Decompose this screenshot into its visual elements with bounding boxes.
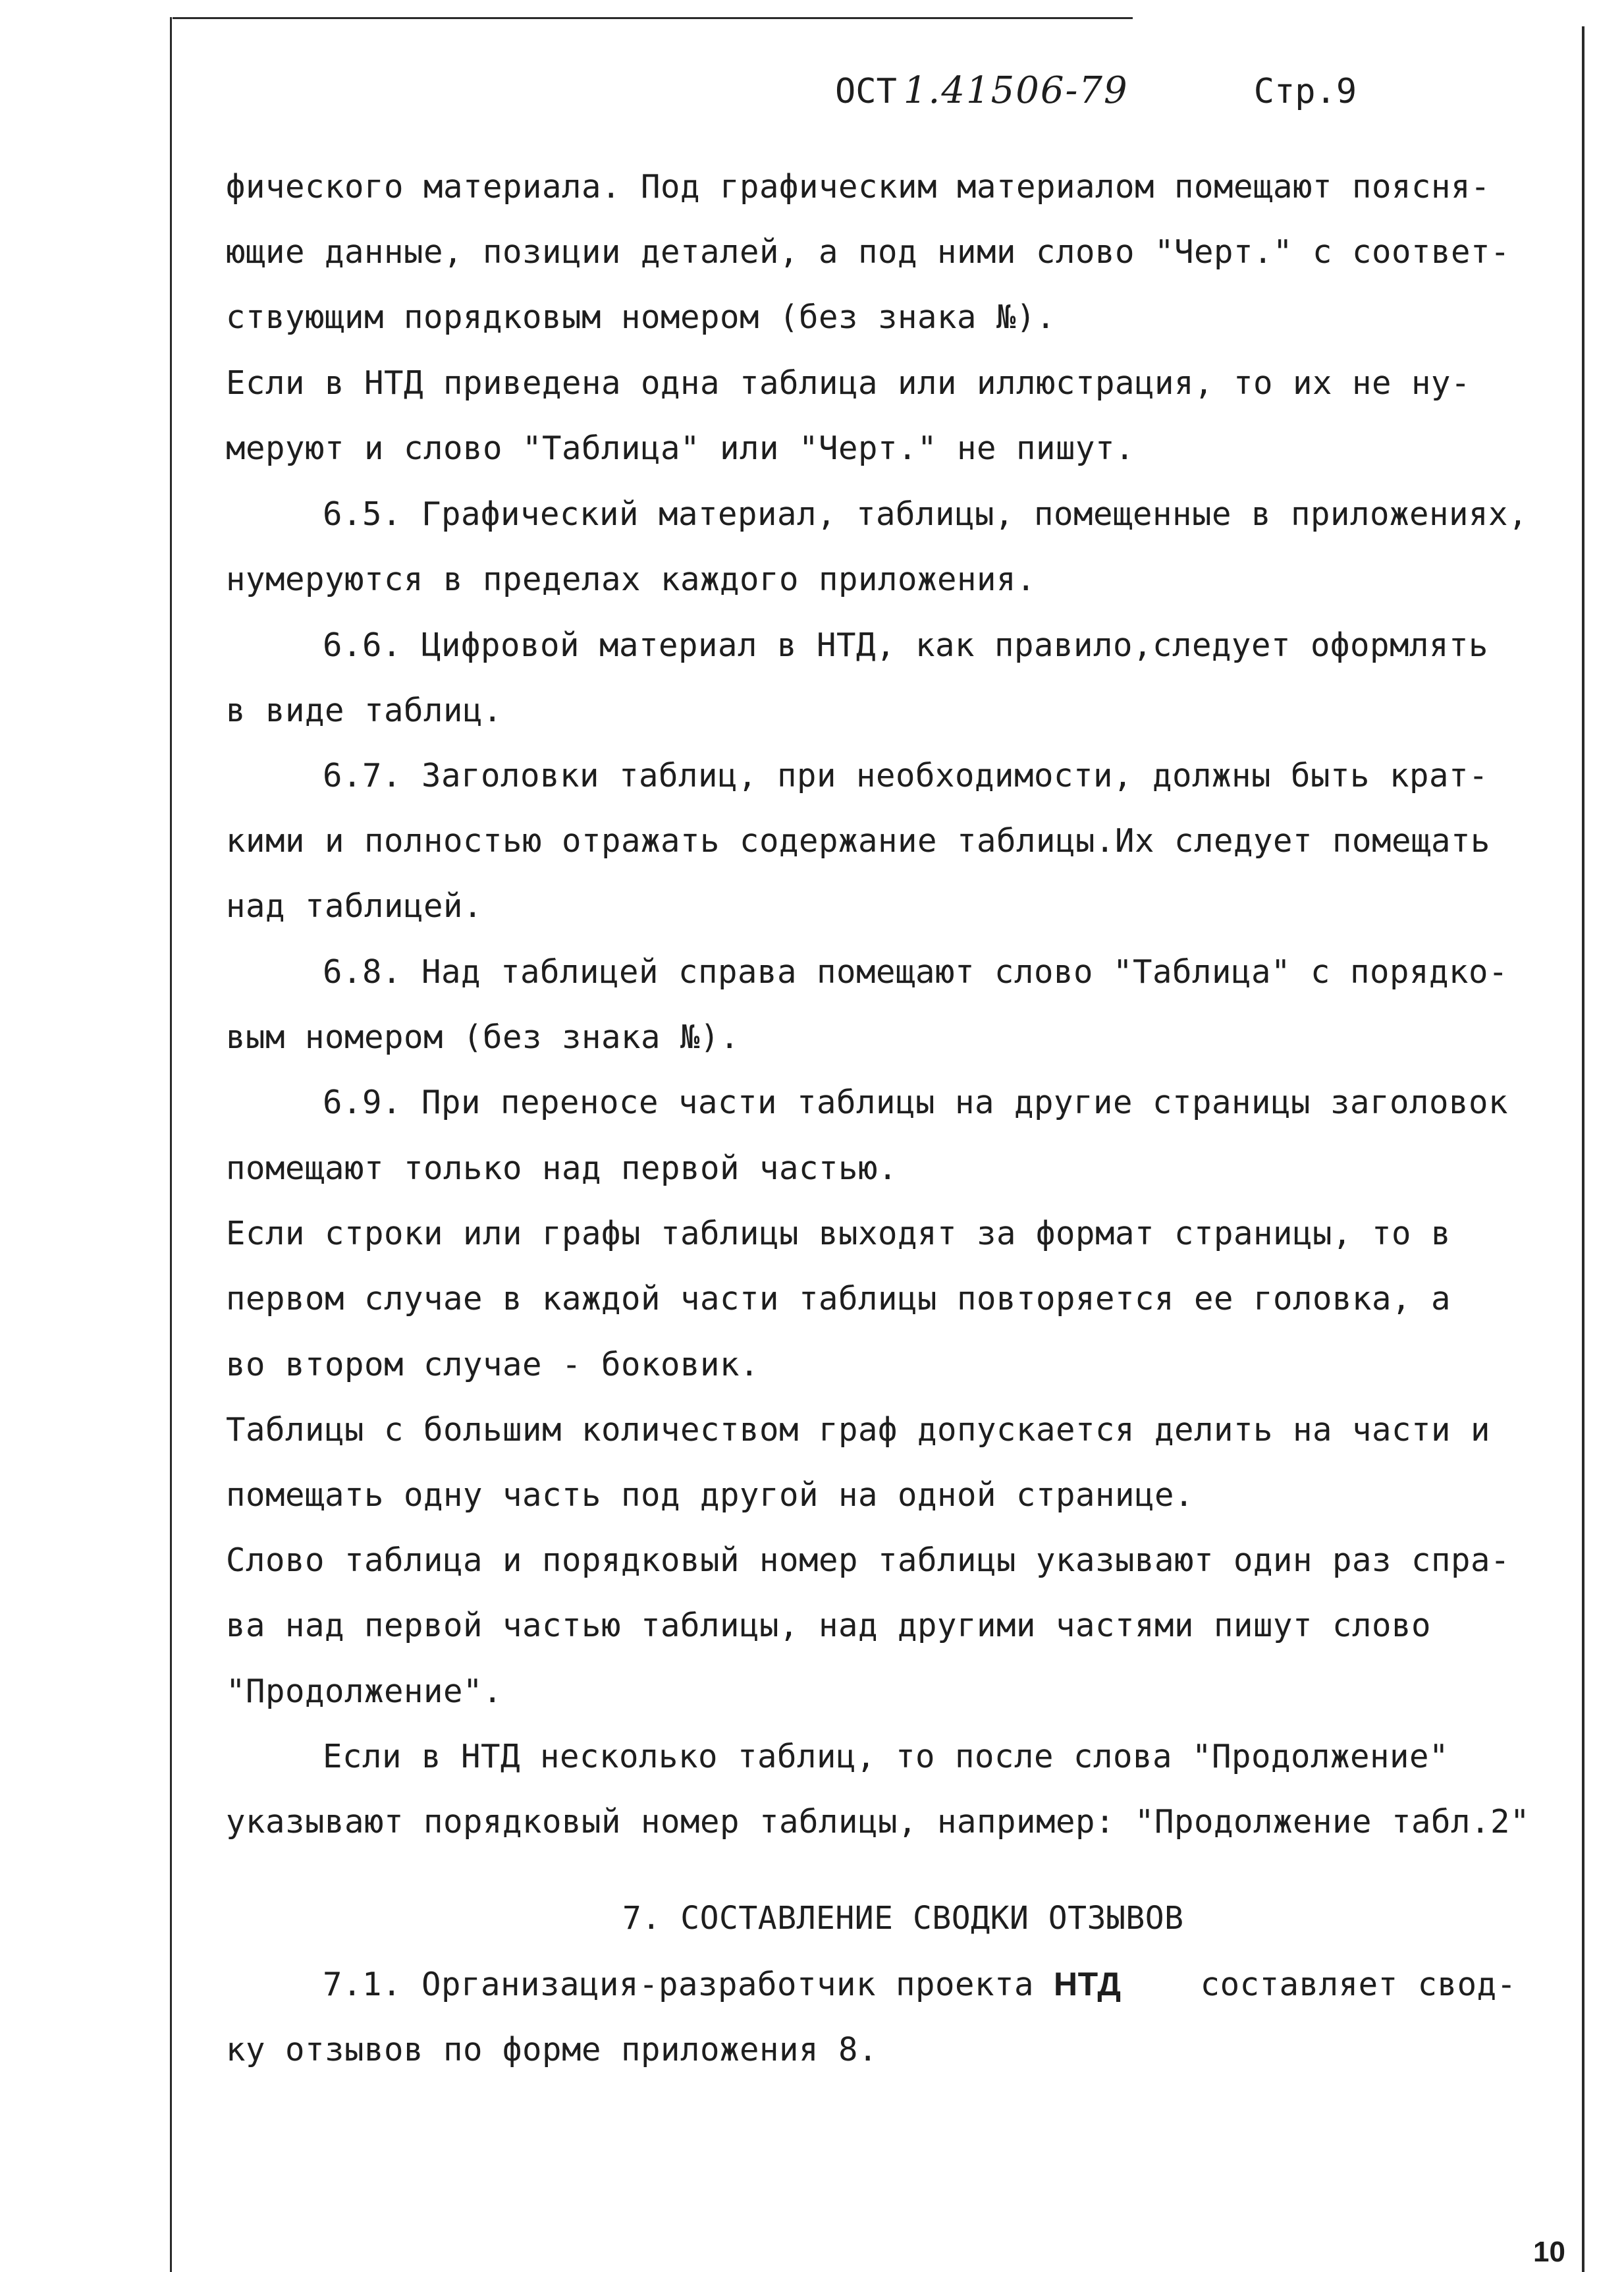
body-line: кими и полностью отражать содержание таблицы.Их следует помещать [226,822,1491,860]
left-border-line [170,17,172,2272]
body-line: Если в НТД несколько таблиц, то после слова "Продолжение" [323,1738,1449,1775]
body-line: во втором случае - боковик. [226,1346,760,1383]
ntd-abbreviation: НТД [1054,1966,1122,2003]
body-line: Слово таблица и порядковый номер таблицы указывают один раз спра- [226,1541,1511,1579]
body-line: ку отзывов по форме приложения 8. [226,2031,879,2068]
paragraph-7-1 [323,1964,1517,2005]
paragraph-7-1-start: 7.1. Организация-разработчик проекта [323,1966,1054,2003]
paragraph-7-1-end: составляет свод- [1121,1966,1517,2003]
top-border-line [173,17,1133,19]
body-line: фического материала. Под графическим материалом помещают поясня- [226,168,1491,206]
body-line: нумеруются в пределах каждого приложения. [226,561,1037,598]
right-border-line [1582,26,1584,2272]
body-line: над таблицей. [226,887,483,925]
body-line: ствующим порядковым номером (без знака №). [226,298,1056,336]
doc-number: 1.41506-79 [903,69,1129,112]
body-line: Таблицы с большим количеством граф допускается делить на части и [226,1411,1491,1449]
page-label: Стр.9 [1253,72,1357,111]
body-line: указывают порядковый номер таблицы, например: "Продолжение табл.2" [226,1803,1530,1841]
body-line: меруют и слово "Таблица" или "Черт." не пишут. [226,429,1135,467]
body-line: первом случае в каждой части таблицы повторяется ее головка, а [226,1280,1451,1317]
page-number: 10 [1533,2236,1565,2268]
paragraph-6-6: 6.6. Цифровой материал в НТД, как правило,следует оформлять [323,626,1489,664]
body-line: вым номером (без знака №). [226,1018,740,1056]
doc-prefix: ОСТ [835,72,897,111]
paragraph-6-7: 6.7. Заголовки таблиц, при необходимости, должны быть крат- [323,757,1489,794]
page-header [835,71,1357,111]
body-line: "Продолжение". [226,1673,503,1710]
body-line: ва над первой частью таблицы, над другими частями пишут слово [226,1607,1432,1644]
paragraph-6-5: 6.5. Графический материал, таблицы, помещенные в приложениях, [323,495,1529,533]
paragraph-6-9: 6.9. При переносе части таблицы на другие страницы заголовок [323,1084,1509,1121]
body-line: ющие данные, позиции деталей, а под ними слово "Черт." с соответ- [226,233,1511,271]
body-line: помещают только над первой частью. [226,1150,898,1187]
body-line: Если строки или графы таблицы выходят за формат страницы, то в [226,1215,1451,1252]
body-line: в виде таблиц. [226,692,503,729]
body-line: помещать одну часть под другой на одной странице. [226,1476,1195,1514]
section-7-heading: 7. СОСТАВЛЕНИЕ СВОДКИ ОТЗЫВОВ [622,1900,1184,1937]
paragraph-6-8: 6.8. Над таблицей справа помещают слово "Таблица" с порядко- [323,953,1509,991]
body-line: Если в НТД приведена одна таблица или иллюстрация, то их не ну- [226,364,1471,402]
